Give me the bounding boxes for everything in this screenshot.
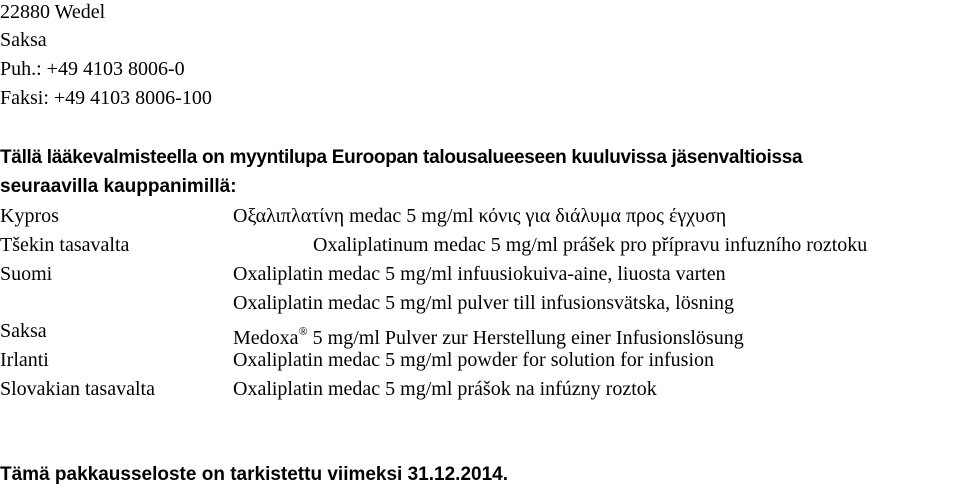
address-country: Saksa: [0, 29, 47, 51]
intro-line-2: seuraavilla kauppanimillä:: [0, 176, 237, 197]
trade-name: [233, 319, 744, 350]
address-fax: Faksi: +49 4103 8006-100: [0, 87, 212, 109]
country-label: Slovakian tasavalta: [0, 378, 155, 400]
trade-name-brand: Medoxa: [233, 327, 299, 349]
trade-name: Oxaliplatin medac 5 mg/ml infuusiokuiva-aine, liuosta varten: [233, 263, 726, 285]
registered-mark: ®: [298, 324, 308, 338]
country-label: Irlanti: [0, 349, 49, 371]
country-label: Suomi: [0, 263, 53, 285]
intro-line-1: Tällä lääkevalmisteella on myyntilupa Euroopan talousalueeseen kuuluvissa jäsenvaltioissa: [0, 147, 803, 168]
trade-name-rest: 5 mg/ml Pulver zur Herstellung einer Infusionslösung: [307, 327, 744, 349]
country-label: Tšekin tasavalta: [0, 234, 130, 256]
trade-name: Oxaliplatin medac 5 mg/ml prášok na infúzny roztok: [233, 378, 657, 400]
address-postal: 22880 Wedel: [0, 1, 106, 23]
country-label: Saksa: [0, 320, 47, 342]
trade-name: Oxaliplatin medac 5 mg/ml powder for solution for infusion: [233, 349, 715, 371]
address-phone: Puh.: +49 4103 8006-0: [0, 58, 185, 80]
trade-name: Oxaliplatinum medac 5 mg/ml prášek pro přípravu infuzního roztoku: [313, 234, 868, 256]
revision-date: Tämä pakkausseloste on tarkistettu viimeksi 31.12.2014.: [0, 464, 508, 485]
country-label: Kypros: [0, 205, 59, 227]
trade-name: Οξαλιπλατίνη medac 5 mg/ml κόνις για διάλυμα προς έγχυση: [233, 205, 727, 227]
trade-name: Oxaliplatin medac 5 mg/ml pulver till infusionsvätska, lösning: [233, 292, 735, 314]
